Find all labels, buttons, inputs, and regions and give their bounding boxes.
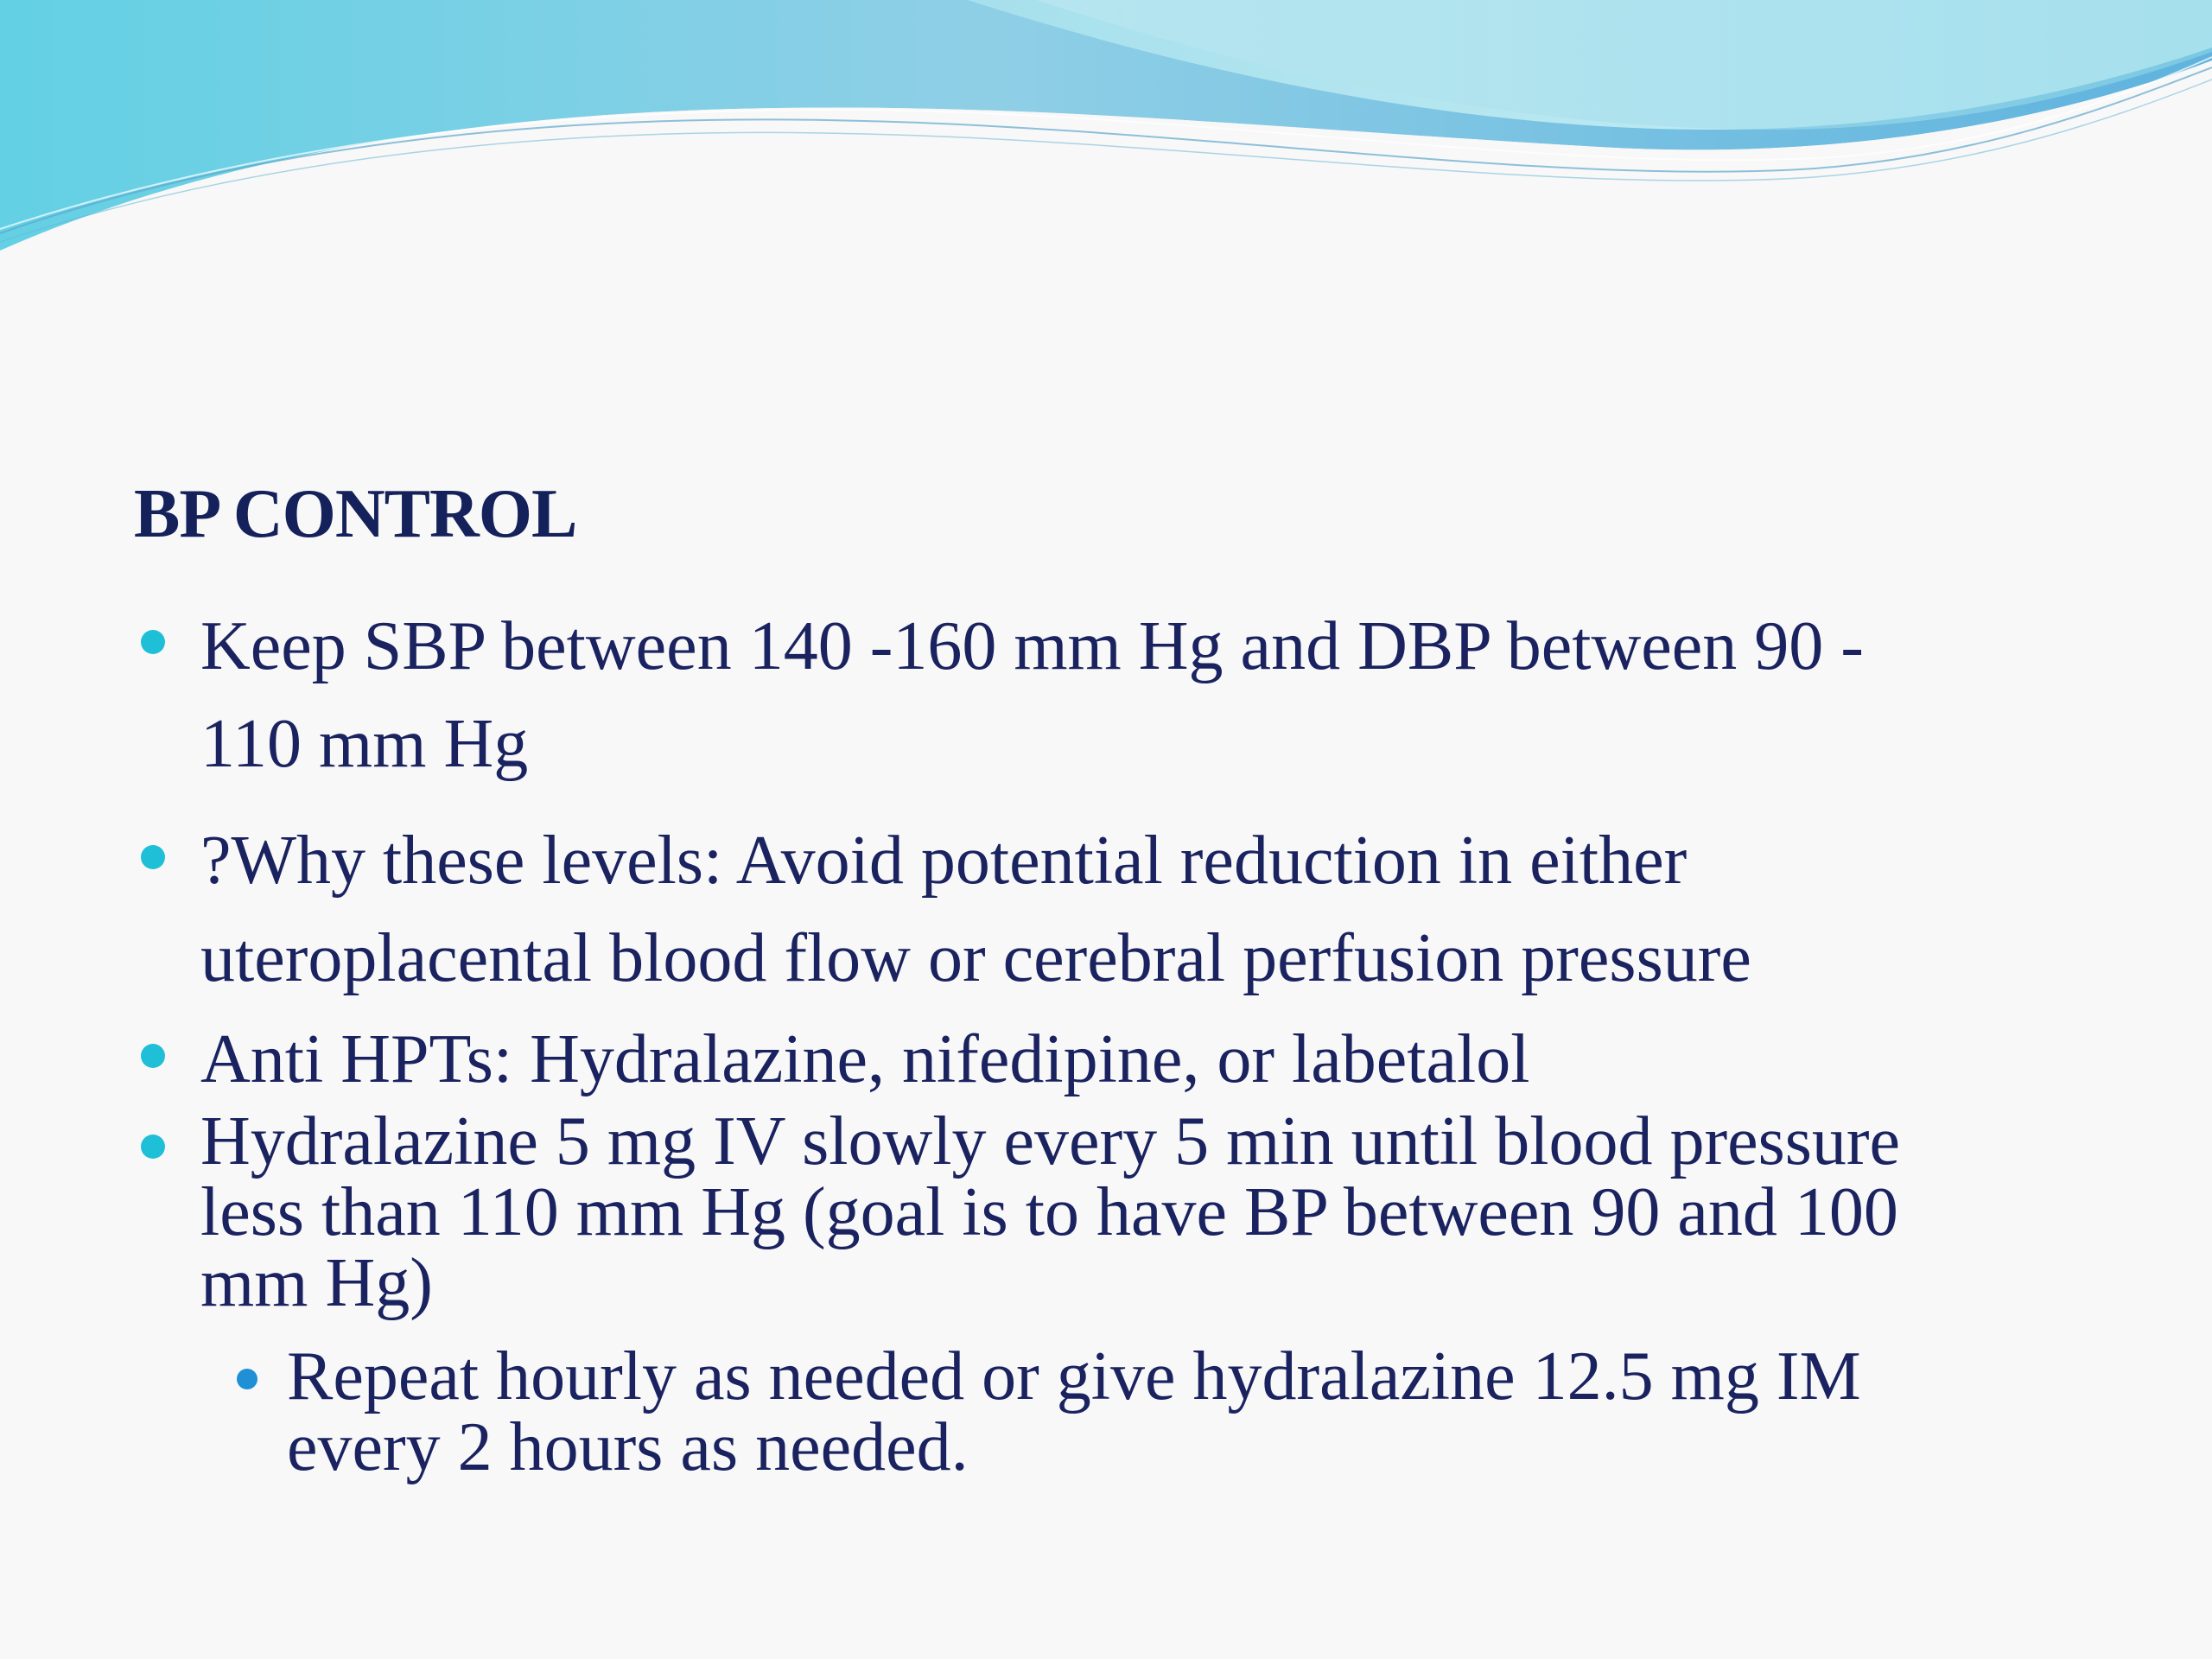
bullet-line: ?Why these levels: Avoid potential reduction in either: [200, 823, 1688, 899]
bullet-text: [200, 812, 1751, 1007]
bullet-text: [200, 1103, 1901, 1321]
bullet-dot-icon: [141, 845, 165, 869]
bullet-line: 110 mm Hg: [200, 706, 529, 782]
slide-title: BP CONTROL: [134, 476, 577, 552]
bullet-line: Hydralazine 5 mg IV slowly every 5 min until blood pressure: [200, 1103, 1901, 1179]
bullet-line: Keep SBP between 140 -160 mm Hg and DBP between 90 -: [200, 608, 1864, 684]
bullet-line: every 2 hours as needed.: [287, 1409, 969, 1485]
bullet-line: Anti HPTs: Hydralazine, nifedipine, or labetalol: [200, 1021, 1530, 1097]
bullet-dot-icon: [141, 1135, 165, 1159]
bullet-line: uteroplacental blood flow or cerebral perfusion pressure: [200, 920, 1751, 996]
sub-bullet-dot-icon: [237, 1369, 257, 1389]
bullet-dot-icon: [141, 630, 165, 654]
bullet-line: less than 110 mm Hg (goal is to have BP between 90 and 100: [200, 1174, 1898, 1250]
bullet-text: [200, 1011, 1529, 1109]
header-wave-decoration: [0, 0, 2212, 259]
bullet-line: mm Hg): [200, 1245, 433, 1321]
bullet-line: Repeat hourly as needed or give hydralazine 12.5 mg IM: [287, 1338, 1861, 1414]
bullet-dot-icon: [141, 1044, 165, 1068]
sub-bullet-text: [287, 1338, 1861, 1485]
bullet-text: [200, 598, 1864, 793]
